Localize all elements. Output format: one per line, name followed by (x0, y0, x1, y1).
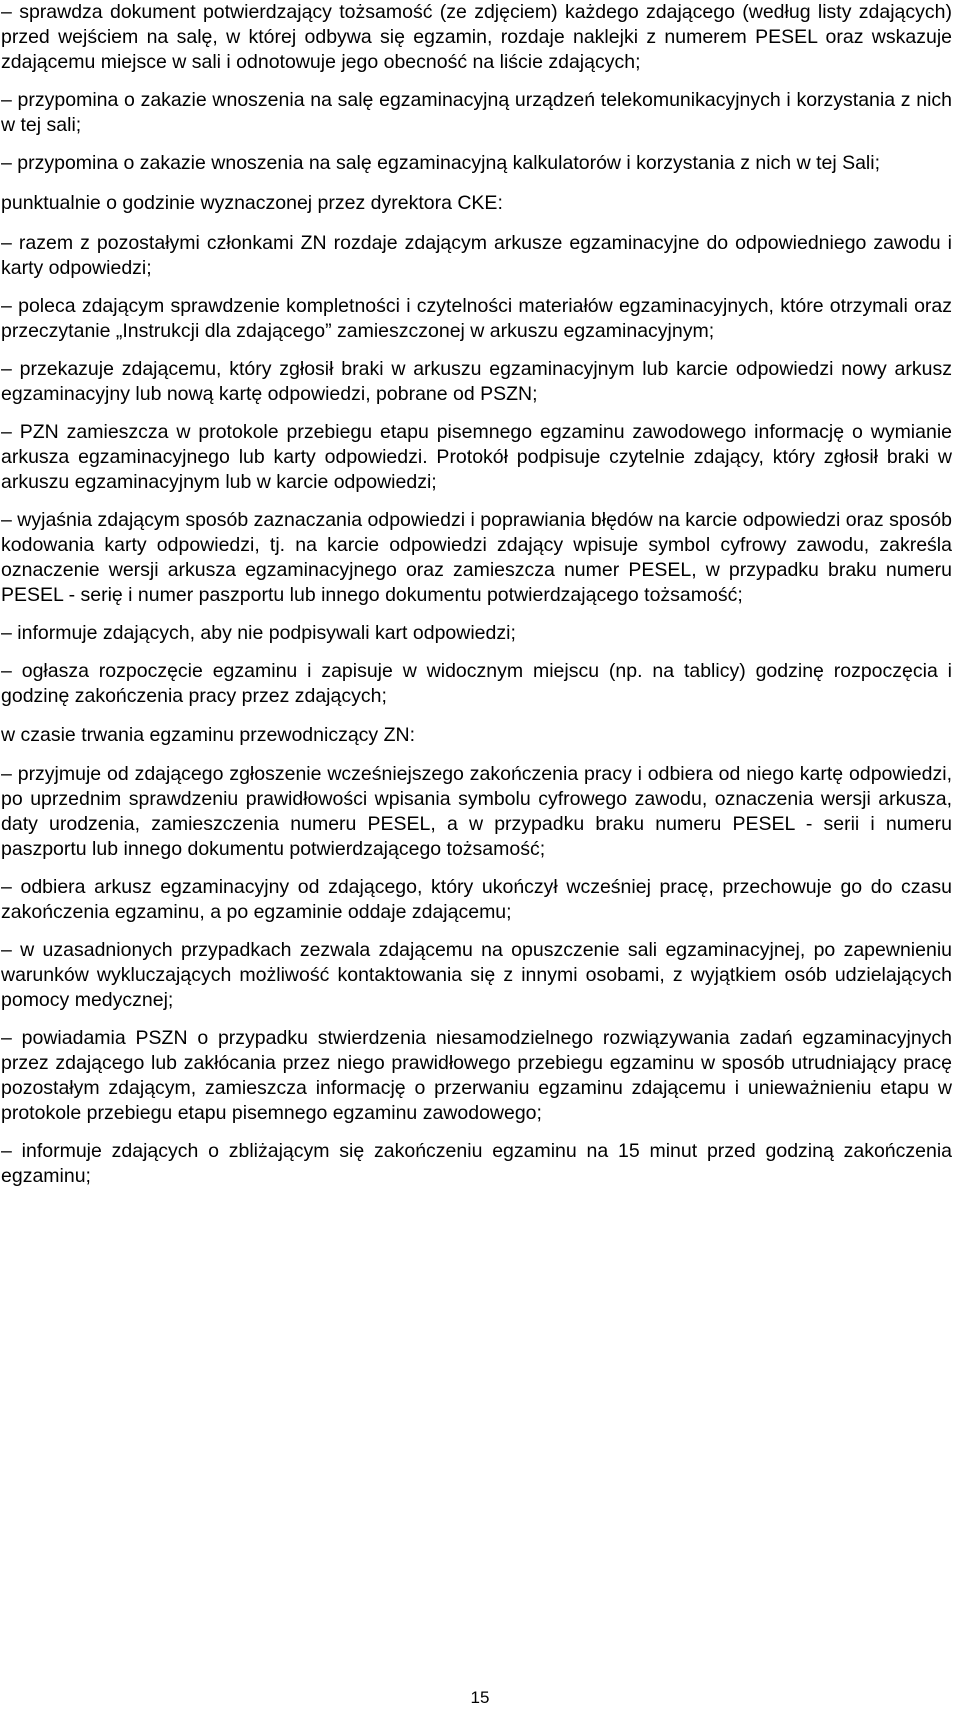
list-item: ‒ powiadamia PSZN o przypadku stwierdzenia niesamodzielnego rozwiązywania zadań egzaminacyjnych przez zdającego lub zakłócania przez niego prawidłowego przebiegu egzaminu w sposób utrudniający pracę pozostałym zdającym, zamieszcza informację o przerwaniu egzaminu zdającemu i unieważnieniu etapu w protokole przebiegu etapu pisemnego egzaminu zawodowego; (1, 1026, 952, 1126)
list-item: ‒ odbiera arkusz egzaminacyjny od zdającego, który ukończył wcześniej pracę, przechowuje go do czasu zakończenia egzaminu, a po egzaminie oddaje zdającemu; (1, 875, 952, 925)
list-item: ‒ wyjaśnia zdającym sposób zaznaczania odpowiedzi i poprawiania błędów na karcie odpowiedzi oraz sposób kodowania karty odpowiedzi, tj. na karcie odpowiedzi zdający wpisuje symbol cyfrowy zawodu, zakreśla oznaczenie wersji arkusza egzaminacyjnego oraz zamieszcza numer PESEL, w przypadku braku numeru PESEL - serię i numer paszportu lub innego dokumentu potwierdzającego tożsamość; (1, 508, 952, 608)
list-item: ‒ przypomina o zakazie wnoszenia na salę egzaminacyjną kalkulatorów i korzystania z nich w tej Sali; (1, 151, 952, 176)
section-lead-in: punktualnie o godzinie wyznaczonej przez dyrektora CKE: (1, 192, 503, 214)
list-item: ‒ informuje zdających, aby nie podpisywali kart odpowiedzi; (1, 621, 952, 646)
list-item: ‒ w uzasadnionych przypadkach zezwala zdającemu na opuszczenie sali egzaminacyjnej, po zapewnieniu warunków wykluczających możliwość kontaktowania się z innymi osobami, z wyjątkiem osób udzielających pomocy medycznej; (1, 938, 952, 1013)
list-item: ‒ razem z pozostałymi członkami ZN rozdaje zdającym arkusze egzaminacyjne do odpowiedniego zawodu i karty odpowiedzi; (1, 231, 952, 281)
section-lead-in: w czasie trwania egzaminu przewodniczący ZN: (1, 724, 415, 746)
list-item: ‒ poleca zdającym sprawdzenie kompletności i czytelności materiałów egzaminacyjnych, które otrzymali oraz przeczytanie „Instrukcji dla zdającego” zamieszczonej w arkuszu egzaminacyjnym; (1, 294, 952, 344)
list-item: ‒ informuje zdających o zbliżającym się zakończeniu egzaminu na 15 minut przed godziną zakończenia egzaminu; (1, 1139, 952, 1189)
list-item: ‒ przekazuje zdającemu, który zgłosił braki w arkuszu egzaminacyjnym lub karcie odpowiedzi nowy arkusz egzaminacyjny lub nową kartę odpowiedzi, pobrane od PSZN; (1, 357, 952, 407)
list-item: ‒ przyjmuje od zdającego zgłoszenie wcześniejszego zakończenia pracy i odbiera od niego kartę odpowiedzi, po uprzednim sprawdzeniu prawidłowości wpisania symbolu cyfrowego zawodu, oznaczenia wersji arkusza, daty urodzenia, zamieszczenia numeru PESEL, a w przypadku braku numeru PESEL - serii i numeru paszportu lub innego dokumentu potwierdzającego tożsamość; (1, 762, 952, 862)
list-item: ‒ ogłasza rozpoczęcie egzaminu i zapisuje w widocznym miejscu (np. na tablicy) godzinę rozpoczęcia i godzinę zakończenia pracy przez zdających; (1, 659, 952, 709)
list-item: ‒ PZN zamieszcza w protokole przebiegu etapu pisemnego egzaminu zawodowego informację o wymianie arkusza egzaminacyjnego lub karty odpowiedzi. Protokół podpisuje czytelnie zdający, który zgłosił braki w arkuszu egzaminacyjnym lub w karcie odpowiedzi; (1, 420, 952, 495)
list-item: ‒ przypomina o zakazie wnoszenia na salę egzaminacyjną urządzeń telekomunikacyjnych i korzystania z nich w tej sali; (1, 88, 952, 138)
page-number: 15 (470, 1688, 490, 1707)
list-item: ‒ sprawdza dokument potwierdzający tożsamość (ze zdjęciem) każdego zdającego (według listy zdających) przed wejściem na salę, w której odbywa się egzamin, rozdaje naklejki z numerem PESEL oraz wskazuje zdającemu miejsce w sali i odnotowuje jego obecność na liście zdających; (1, 0, 952, 75)
